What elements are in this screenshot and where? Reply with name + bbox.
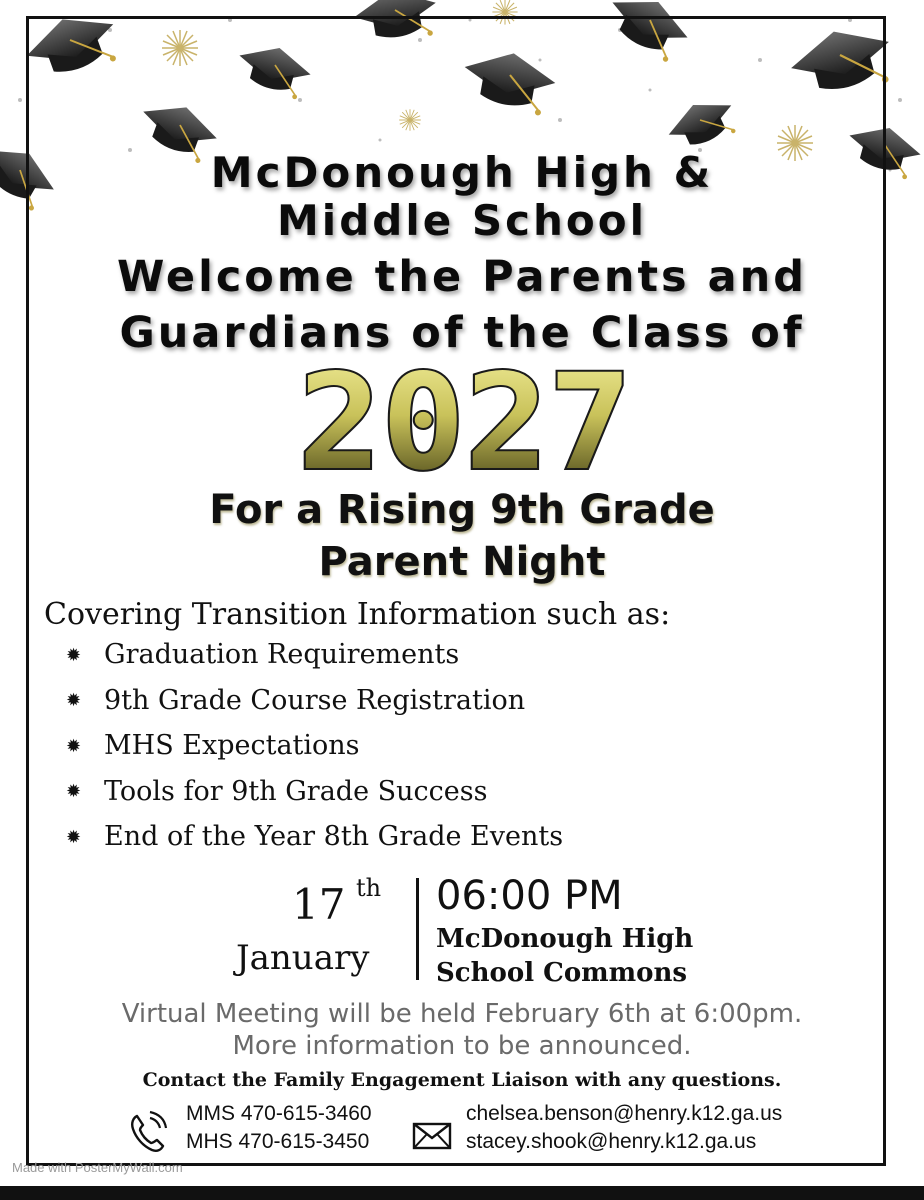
phone-mhs: MHS 470-615-3450: [186, 1130, 370, 1153]
list-item: ✹ MHS Expectations: [66, 727, 563, 773]
bottom-bar: [0, 1186, 924, 1200]
list-item: ✹ End of the Year 8th Grade Events: [66, 818, 563, 864]
venue-line1: McDonough High: [436, 924, 694, 954]
virtual-meeting-more-info: More information to be announced.: [232, 1031, 692, 1061]
phone-icon: [128, 1110, 168, 1154]
event-day-suffix: th: [356, 874, 382, 902]
list-item: ✹ Graduation Requirements: [66, 636, 563, 682]
mail-icon: [412, 1122, 452, 1150]
star-bullet-icon: ✹: [66, 690, 82, 711]
event-title-line2: Parent Night: [318, 539, 606, 585]
email-addresses: [466, 1100, 782, 1156]
list-item: ✹ Tools for 9th Grade Success: [66, 773, 563, 819]
venue-line2: School Commons: [436, 958, 688, 988]
phone-numbers: [186, 1100, 372, 1156]
email-stacey[interactable]: stacey.shook@henry.k12.ga.us: [466, 1130, 757, 1153]
contact-heading: Contact the Family Engagement Liaison with any questions.: [142, 1069, 782, 1091]
class-year-text: 2027: [298, 360, 632, 485]
event-month: January: [236, 938, 370, 978]
event-time: 06:00 PM: [436, 873, 623, 919]
list-item: ✹ 9th Grade Course Registration: [66, 682, 563, 728]
covering-intro: Covering Transition Information such as:: [44, 597, 671, 632]
event-day: 17: [292, 880, 346, 929]
event-title-line1: For a Rising 9th Grade: [209, 487, 715, 533]
class-year: [290, 360, 640, 485]
star-bullet-icon: ✹: [66, 644, 82, 666]
phone-mms: MMS 470-615-3460: [186, 1102, 372, 1125]
star-bullet-icon: ✹: [66, 735, 82, 757]
topics-list: [66, 636, 563, 864]
headline-welcome-line2: Guardians of the Class of: [119, 308, 805, 358]
schedule-divider: [416, 878, 419, 980]
star-bullet-icon: ✹: [66, 781, 82, 802]
email-chelsea[interactable]: chelsea.benson@henry.k12.ga.us: [466, 1102, 783, 1125]
headline-welcome-line1: Welcome the Parents and: [117, 252, 807, 302]
virtual-meeting-note: Virtual Meeting will be held February 6th at 6:00pm.: [121, 999, 803, 1029]
postermywall-watermark: Made with PosterMyWall.com: [12, 1160, 183, 1175]
event-venue: [436, 922, 693, 990]
star-bullet-icon: ✹: [66, 826, 82, 848]
headline-school-line2: Middle School: [277, 196, 647, 245]
headline-school-line1: McDonough High &: [210, 148, 714, 197]
